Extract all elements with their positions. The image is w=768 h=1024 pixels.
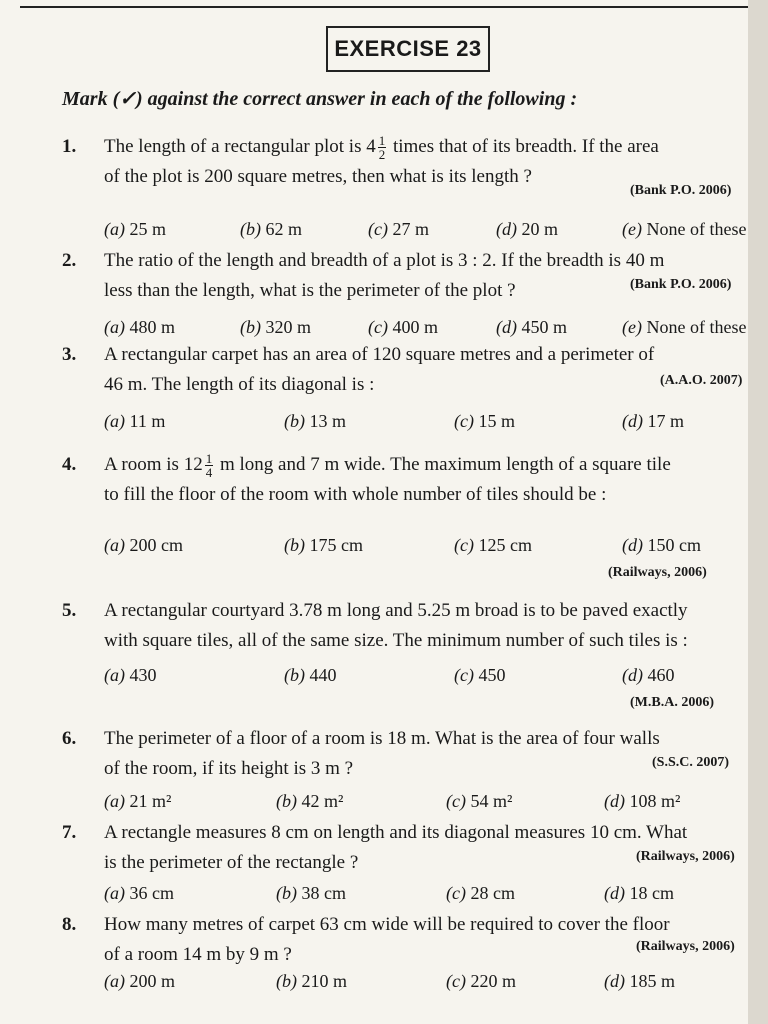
question-line: A rectangle measures 8 cm on length and its diagonal measures 10 cm. What	[104, 822, 688, 843]
source-label: (S.S.C. 2007)	[652, 755, 730, 770]
option-c[interactable]: (c) 450	[454, 665, 506, 685]
question-line: times that of its breadth. If the area	[388, 136, 659, 157]
page-gutter	[748, 0, 768, 1024]
question-number: 6.	[62, 728, 77, 749]
option-d[interactable]: (d) 20 m	[496, 219, 559, 239]
option-c[interactable]: (c) 27 m	[368, 219, 429, 239]
top-rule	[20, 6, 748, 8]
option-a[interactable]: (a) 200 m	[104, 971, 176, 991]
option-c[interactable]: (c) 54 m²	[446, 791, 513, 811]
question-number: 8.	[62, 914, 77, 935]
options-row	[104, 966, 764, 992]
option-d[interactable]: (d) 108 m²	[604, 791, 681, 811]
exercise-title: EXERCISE 23	[326, 26, 490, 72]
options-row	[104, 406, 764, 432]
question-line: 46 m. The length of its diagonal is :	[104, 374, 375, 395]
option-b[interactable]: (b) 62 m	[240, 219, 303, 239]
question-text	[104, 450, 754, 510]
option-d[interactable]: (d) 450 m	[496, 317, 568, 337]
question-number: 4.	[62, 454, 77, 475]
fraction-numerator: 1	[205, 451, 213, 467]
question-line: How many metres of carpet 63 cm wide will be required to cover the floor	[104, 914, 670, 935]
option-a[interactable]: (a) 430	[104, 665, 157, 685]
question-number: 5.	[62, 600, 77, 621]
option-d[interactable]: (d) 185 m	[604, 971, 676, 991]
question-line: A room is 12	[104, 454, 203, 475]
question-text	[104, 596, 754, 656]
options-row	[104, 214, 764, 240]
question-number: 3.	[62, 344, 77, 365]
question-number: 2.	[62, 250, 77, 271]
question-line: to fill the floor of the room with whole number of tiles should be :	[104, 484, 607, 505]
question-number: 1.	[62, 136, 77, 157]
option-c[interactable]: (c) 400 m	[368, 317, 438, 337]
fraction-denominator: 2	[378, 147, 386, 163]
option-e[interactable]: (e) None of these	[622, 219, 747, 239]
question-line: of the room, if its height is 3 m ?	[104, 758, 354, 779]
fraction-denominator: 4	[205, 465, 213, 481]
source-label: (Railways, 2006)	[636, 849, 735, 864]
option-b[interactable]: (b) 38 cm	[276, 883, 346, 903]
fraction	[205, 452, 214, 479]
question-line: The perimeter of a floor of a room is 18 m. What is the area of four walls	[104, 728, 660, 749]
option-e[interactable]: (e) None of these	[622, 317, 747, 337]
question-line: less than the length, what is the perimeter of the plot ?	[104, 280, 516, 301]
option-d[interactable]: (d) 460	[622, 665, 675, 685]
option-a[interactable]: (a) 21 m²	[104, 791, 172, 811]
fraction	[378, 134, 387, 161]
option-a[interactable]: (a) 480 m	[104, 317, 176, 337]
fraction-numerator: 1	[378, 133, 386, 149]
options-row	[104, 530, 764, 556]
source-label: (Bank P.O. 2006)	[630, 183, 732, 198]
option-b[interactable]: (b) 440	[284, 665, 337, 685]
options-row	[104, 786, 764, 812]
question-line: The length of a rectangular plot is 4	[104, 136, 376, 157]
question-line: The ratio of the length and breadth of a plot is 3 : 2. If the breadth is 40 m	[104, 250, 665, 271]
option-c[interactable]: (c) 28 cm	[446, 883, 515, 903]
option-b[interactable]: (b) 210 m	[276, 971, 348, 991]
question-line: m long and 7 m wide. The maximum length of a square tile	[215, 454, 671, 475]
instruction-text: Mark (✓) against the correct answer in each of the following :	[62, 88, 578, 110]
source-label: (M.B.A. 2006)	[630, 695, 714, 710]
option-b[interactable]: (b) 175 cm	[284, 535, 363, 555]
option-c[interactable]: (c) 220 m	[446, 971, 516, 991]
question-line: of a room 14 m by 9 m ?	[104, 944, 292, 965]
option-b[interactable]: (b) 42 m²	[276, 791, 344, 811]
question-line: with square tiles, all of the same size. The minimum number of such tiles is :	[104, 630, 688, 651]
question-line: A rectangular courtyard 3.78 m long and 5.25 m broad is to be paved exactly	[104, 600, 688, 621]
question-line: is the perimeter of the rectangle ?	[104, 852, 359, 873]
option-d[interactable]: (d) 18 cm	[604, 883, 674, 903]
option-d[interactable]: (d) 17 m	[622, 411, 685, 431]
question-line: of the plot is 200 square metres, then what is its length ?	[104, 166, 532, 187]
option-a[interactable]: (a) 200 cm	[104, 535, 183, 555]
option-b[interactable]: (b) 13 m	[284, 411, 347, 431]
option-a[interactable]: (a) 36 cm	[104, 883, 174, 903]
options-row	[104, 312, 764, 338]
source-label: (A.A.O. 2007)	[660, 373, 743, 388]
question-line: A rectangular carpet has an area of 120 square metres and a perimeter of	[104, 344, 655, 365]
option-c[interactable]: (c) 125 cm	[454, 535, 532, 555]
option-c[interactable]: (c) 15 m	[454, 411, 515, 431]
source-label: (Railways, 2006)	[608, 565, 707, 580]
options-row	[104, 660, 764, 686]
options-row	[104, 878, 764, 904]
option-a[interactable]: (a) 11 m	[104, 411, 166, 431]
source-label: (Railways, 2006)	[636, 939, 735, 954]
option-b[interactable]: (b) 320 m	[240, 317, 312, 337]
option-a[interactable]: (a) 25 m	[104, 219, 167, 239]
source-label: (Bank P.O. 2006)	[630, 277, 732, 292]
question-number: 7.	[62, 822, 77, 843]
option-d[interactable]: (d) 150 cm	[622, 535, 701, 555]
question-text	[104, 340, 754, 400]
